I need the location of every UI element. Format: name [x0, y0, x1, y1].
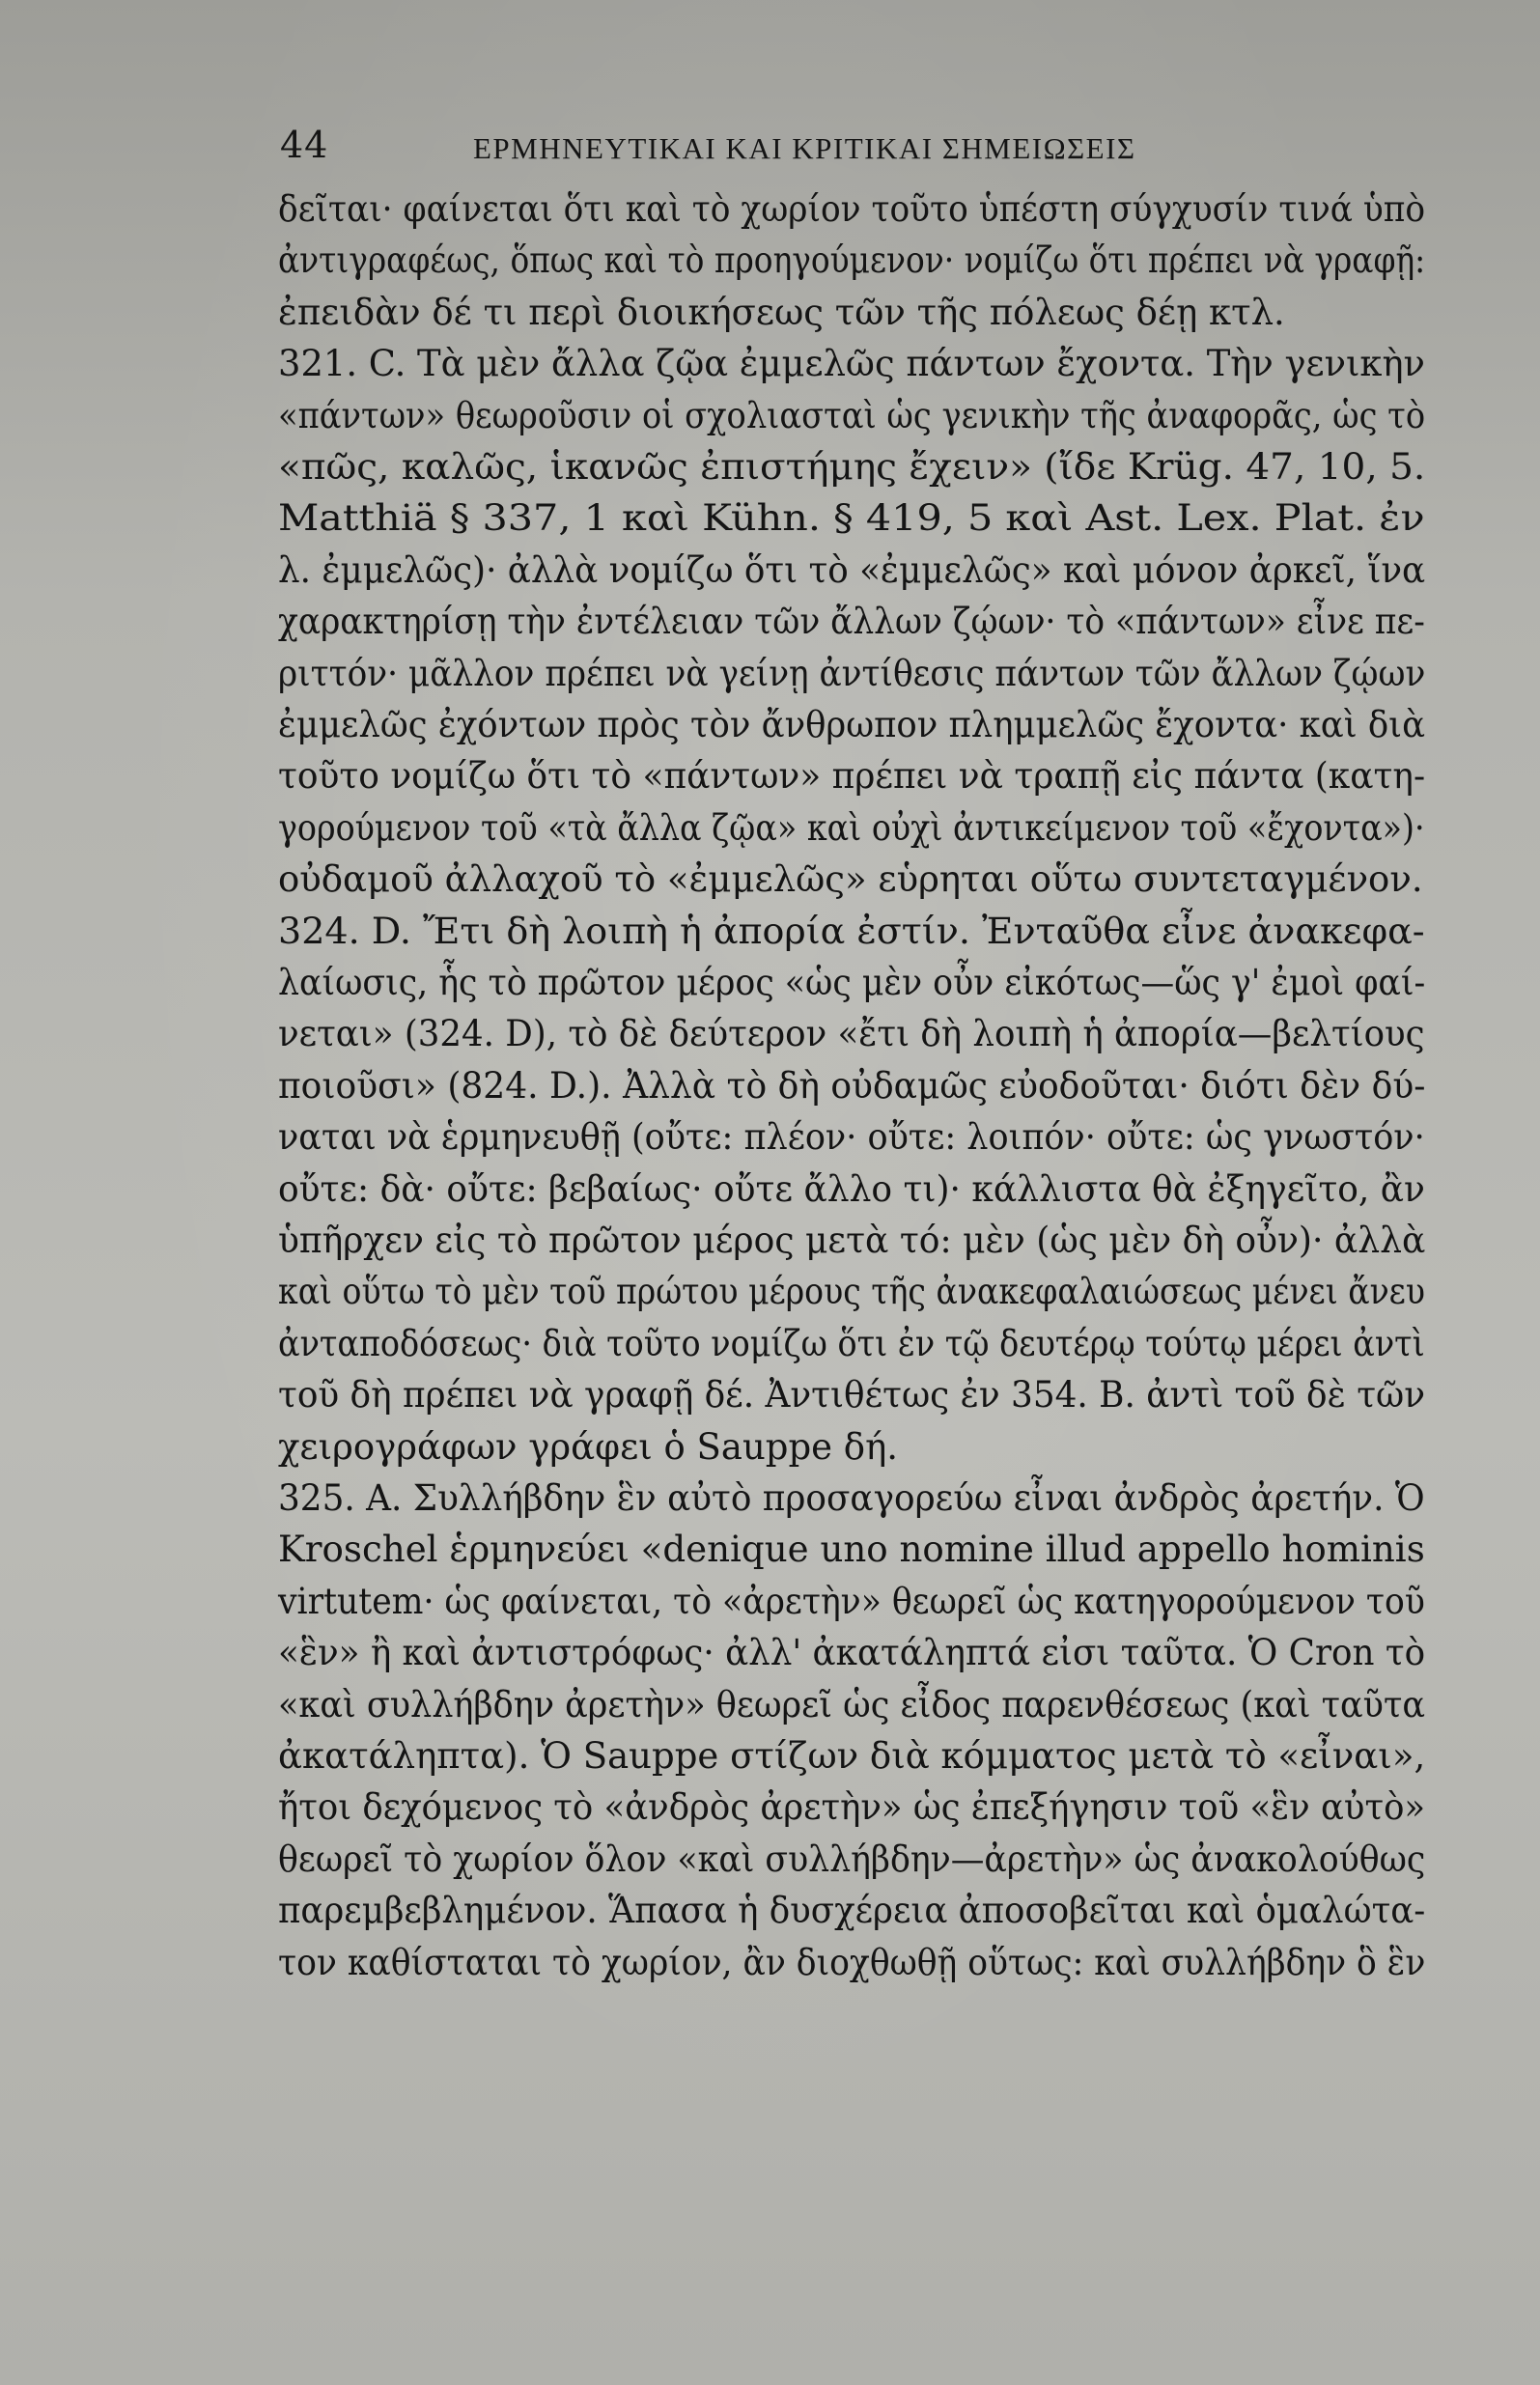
page-header: [280, 124, 1424, 168]
text-line: ἀκατάληπτα). Ὁ Sauppe στίζων διὰ κόμματος μετὰ τὸ «εἶναι»,: [278, 1735, 1426, 1777]
text-line: ναται νὰ ἑρμηνευθῇ (οὔτε: πλέον· οὔτε: λοιπόν· οὔτε: ὡς γνωστόν·: [278, 1116, 1425, 1159]
text-line: γορούμενον τοῦ «τὰ ἄλλα ζῷα» καὶ οὐχὶ ἀντικείμενον τοῦ «ἔχοντα»)·: [278, 806, 1425, 849]
text-line: virtutem· ὡς φαίνεται, τὸ «ἀρετὴν» θεωρεῖ ὡς κατηγορούμενον τοῦ: [278, 1580, 1425, 1622]
text-line: ριττόν· μᾶλλον πρέπει νὰ γείνῃ ἀντίθεσις πάντων τῶν ἄλλων ζῴων: [278, 652, 1426, 694]
text-line: καὶ οὕτω τὸ μὲν τοῦ πρώτου μέρους τῆς ἀνακεφαλαιώσεως μένει ἄνευ: [278, 1271, 1425, 1313]
text-line: 325. A. Συλλήβδην ἓν αὐτὸ προσαγορεύω εἶναι ἀνδρὸς ἀρετήν. Ὁ: [278, 1477, 1425, 1519]
text-line: ἤτοι δεχόμενος τὸ «ἀνδρὸς ἀρετὴν» ὡς ἐπεξήγησιν τοῦ «ἓν αὐτὸ»: [278, 1786, 1426, 1829]
text-line: λαίωσις, ἧς τὸ πρῶτον μέρος «ὡς μὲν οὖν εἰκότως—ὥς γ' ἐμοὶ φαί-: [278, 962, 1426, 1003]
text-line: τοῦτο νομίζω ὅτι τὸ «πάντων» πρέπει νὰ τραπῇ εἰς πάντα (κατη-: [278, 755, 1426, 798]
text-line: ὑπῆρχεν εἰς τὸ πρῶτον μέρος μετὰ τό: μὲν (ὡς μὲν δὴ οὖν)· ἀλλὰ: [278, 1220, 1426, 1261]
text-line: χαρακτηρίσῃ τὴν ἐντέλειαν τῶν ἄλλων ζῴων· τὸ «πάντων» εἶνε πε-: [278, 601, 1425, 643]
text-line: Matthiä § 337, 1 καὶ Kühn. § 419, 5 καὶ Ast. Lex. Plat. ἐν: [278, 497, 1425, 540]
text-line: ποιοῦσι» (824. D.). Ἀλλὰ τὸ δὴ οὐδαμῶς εὐοδοῦται· διότι δὲν δύ-: [278, 1064, 1426, 1107]
text-line: ἀντιγραφέως, ὅπως καὶ τὸ προηγούμενον· νομίζω ὅτι πρέπει νὰ γραφῇ:: [278, 239, 1426, 282]
text-line: ἀνταποδόσεως· διὰ τοῦτο νομίζω ὅτι ἐν τῷ δευτέρῳ τούτῳ μέρει ἀντὶ: [278, 1322, 1425, 1364]
text-line: «ἓν» ἢ καὶ ἀντιστρόφως· ἀλλ' ἀκατάληπτά εἰσι ταῦτα. Ὁ Cron τὸ: [278, 1632, 1426, 1674]
text-line: τον καθίσταται τὸ χωρίον, ἂν διοχθωθῇ οὕτως: καὶ συλλήβδην ὃ ἓν: [278, 1941, 1426, 1983]
running-title: ΕΡΜΗΝΕΥΤΙΚΑΙ ΚΑΙ ΚΡΙΤΙΚΑΙ ΣΗΜΕΙΩΣΕΙΣ: [473, 131, 1136, 165]
text-line: Kroschel ἑρμηνεύει «denique uno nomine illud appello hominis: [278, 1529, 1425, 1571]
text-line: χειρογράφων γράφει ὁ Sauppe δή.: [278, 1425, 899, 1468]
text-line: 321. C. Τὰ μὲν ἄλλα ζῷα ἐμμελῶς πάντων ἔχοντα. Τὴν γενικὴν: [278, 343, 1425, 385]
text-line: 324. D. Ἔτι δὴ λοιπὴ ἡ ἀπορία ἐστίν. Ἐνταῦθα εἶνε ἀνακεφα-: [278, 910, 1425, 952]
text-line: τοῦ δὴ πρέπει νὰ γραφῇ δέ. Ἀντιθέτως ἐν 354. B. ἀντὶ τοῦ δὲ τῶν: [278, 1374, 1426, 1417]
text-line: «καὶ συλλήβδην ἀρετὴν» θεωρεῖ ὡς εἶδος παρενθέσεως (καὶ ταῦτα: [278, 1683, 1425, 1726]
text-line: θεωρεῖ τὸ χωρίον ὅλον «καὶ συλλήβδην—ἀρετὴν» ὡς ἀνακολούθως: [278, 1838, 1426, 1880]
text-line: νεται» (324. D), τὸ δὲ δεύτερον «ἔτι δὴ λοιπὴ ἡ ἀπορία—βελτίους: [278, 1013, 1425, 1055]
text-line: οὐδαμοῦ ἀλλαχοῦ τὸ «ἐμμελῶς» εὑρηται οὕτω συντεταγμένον.: [278, 858, 1423, 901]
page-number: 44: [280, 124, 329, 166]
text-line: «πάντων» θεωροῦσιν οἱ σχολιασταὶ ὡς γενικὴν τῆς ἀναφορᾶς, ὡς τὸ: [278, 394, 1426, 436]
text-line: παρεμβεβλημένον. Ἅπασα ἡ δυσχέρεια ἀποσοβεῖται καὶ ὁμαλώτα-: [278, 1890, 1426, 1932]
text-line: ἐπειδὰν δέ τι περὶ διοικήσεως τῶν τῆς πόλεως δέῃ κτλ.: [278, 291, 1285, 333]
text-line: οὔτε: δὰ· οὔτε: βεβαίως· οὔτε ἄλλο τι)· κάλλιστα θὰ ἐξηγεῖτο, ἂν: [278, 1167, 1425, 1210]
text-line: λ. ἐμμελῶς)· ἀλλὰ νομίζω ὅτι τὸ «ἐμμελῶς» καὶ μόνον ἀρκεῖ, ἵνα: [278, 548, 1426, 591]
text-line: ἐμμελῶς ἐχόντων πρὸς τὸν ἄνθρωπον πλημμελῶς ἔχοντα· καὶ διὰ: [278, 704, 1425, 745]
text-line: δεῖται· φαίνεται ὅτι καὶ τὸ χωρίον τοῦτο ὑπέστη σύγχυσίν τινά ὑπὸ: [278, 188, 1426, 230]
text-line: «πῶς, καλῶς, ἱκανῶς ἐπιστήμης ἔχειν» (ἴδε Krüg. 47, 10, 5.: [278, 446, 1426, 488]
